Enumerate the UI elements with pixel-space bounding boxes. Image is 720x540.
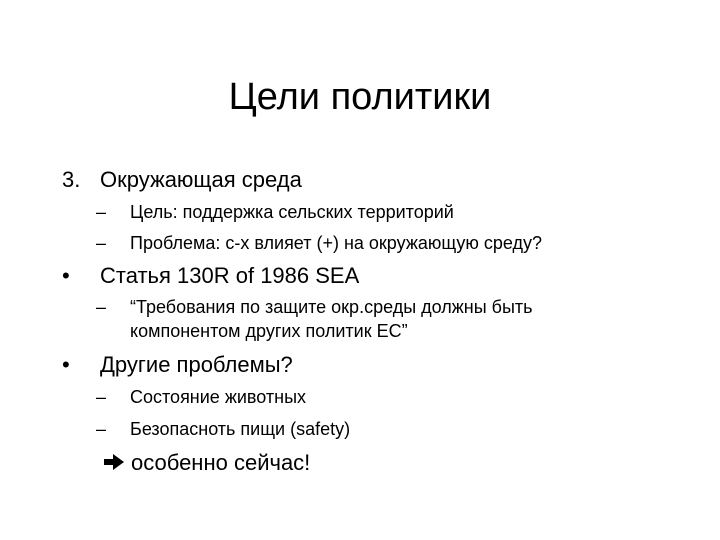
right-arrow-icon [103,451,125,477]
sub-list-item-text: компонентом других политик ЕС” [130,321,408,341]
sub-list-item-text: Цель: поддержка сельских территорий [130,202,454,222]
sub-list-item-text: Состояние животных [130,387,307,407]
sub-list-item-text: Проблема: с-х влияет (+) на окружающую среду? [130,233,543,253]
list-number: 3. [62,167,81,192]
sub-list-item-text: “Требования по защите окр.среды должны быть [130,297,533,317]
bullet-dot: • [62,263,70,288]
arrow-note-text: особенно сейчас! [131,450,311,475]
dash-bullet: – [96,387,107,407]
dash-bullet: – [96,233,107,253]
bullet-dot: • [62,352,70,377]
slide-title: Цели политики [228,76,492,118]
dash-bullet: – [96,297,107,317]
dash-bullet: – [96,419,107,439]
dash-bullet: – [96,202,107,222]
list-item-text: Статья 130R of 1986 SEA [100,263,360,288]
list-item-text: Другие проблемы? [100,352,293,377]
sub-list-item-text: Безопасноть пищи (safety) [130,419,351,439]
arrow-note [103,450,310,477]
list-item-text: Окружающая среда [100,167,302,192]
